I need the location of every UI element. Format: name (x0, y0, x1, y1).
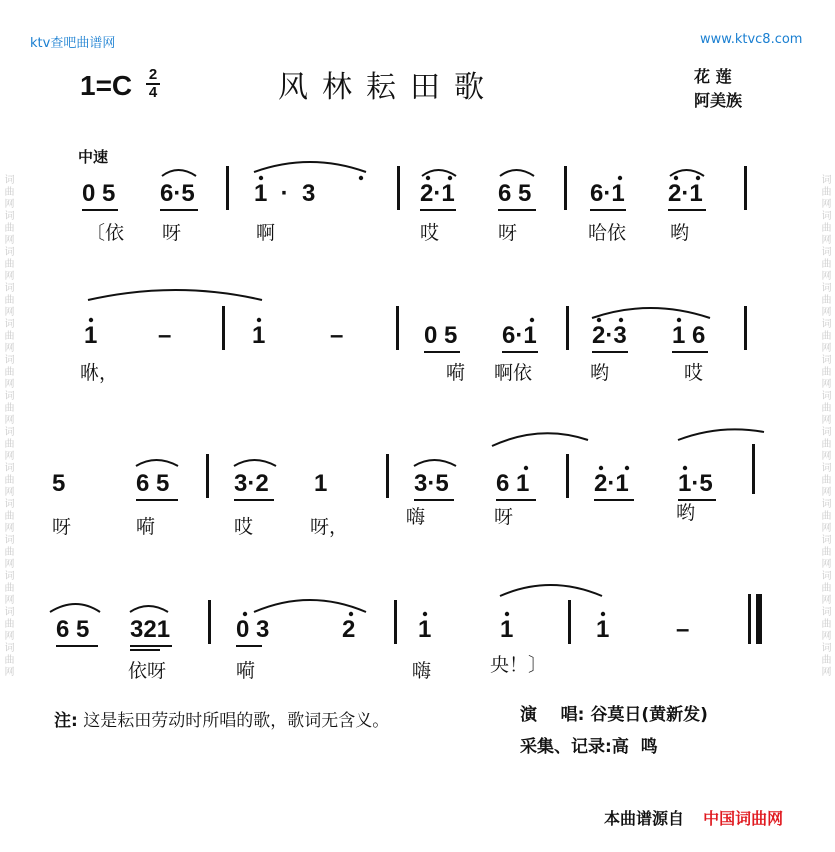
octave-dot (599, 466, 603, 470)
octave-dot (597, 318, 601, 322)
note-group: 2·1 (668, 180, 703, 207)
tempo-marking: 中速 (78, 148, 109, 166)
note-group: 1 · 3 (254, 180, 316, 207)
slur (670, 170, 704, 176)
lyric: 啊依 (494, 362, 533, 384)
octave-dot (359, 176, 363, 180)
lyric: 咻， (80, 362, 119, 384)
note-group: 6·5 (160, 180, 195, 207)
note-group: – (676, 616, 690, 643)
note-group: 2·3 (592, 322, 627, 349)
lyric: 哎 (684, 362, 704, 384)
lyric: 嗨 (406, 506, 426, 528)
key-signature: 1=C (80, 70, 133, 101)
lyric: 嗬 (136, 516, 156, 538)
lyric: 呀 (52, 516, 72, 538)
slur (678, 429, 764, 440)
lyric: 啊 (256, 222, 276, 244)
slur (130, 606, 168, 612)
octave-dot (524, 466, 528, 470)
note-group: 6 5 (136, 470, 170, 497)
octave-dot (349, 612, 353, 616)
octave-dot (505, 612, 509, 616)
song-title: 风林耘田歌 (278, 70, 498, 105)
singer-name: 谷莫日(黄新发) (590, 705, 708, 725)
lyric: 央！〕 (490, 654, 548, 676)
note-group: 2 (342, 616, 356, 643)
note-group: 6 5 (498, 180, 532, 207)
source-site-link[interactable]: 中国词曲网 (703, 809, 784, 828)
lyric: 哈依 (588, 222, 627, 244)
octave-dot (601, 612, 605, 616)
time-top: 2 (148, 66, 158, 83)
site-watermark-left: ktv查吧曲谱网 (30, 36, 116, 51)
note-group: 1 (596, 616, 610, 643)
octave-dot (674, 176, 678, 180)
note-group: 0 3 (236, 616, 270, 643)
lyric: 依呀 (128, 660, 167, 682)
note-group: 6 1 (496, 470, 530, 497)
lyric: 嗨 (412, 660, 432, 682)
lyric: 呀 (498, 222, 518, 244)
octave-dot (423, 612, 427, 616)
note-group: 5 (52, 470, 66, 497)
slur (162, 170, 196, 176)
slur (500, 170, 534, 176)
footnote (54, 706, 389, 731)
side-watermark-left: 词曲网词曲网词曲网词曲网词曲网词曲网词曲网词曲网词曲网词曲网词曲网词曲网词曲网词曲网 (2, 174, 13, 678)
slur (414, 460, 456, 466)
slur (254, 600, 366, 612)
lyric: 呀 (494, 506, 514, 528)
octave-dot (257, 318, 261, 322)
lyric: 嗬 (236, 660, 256, 682)
note-group: 6 5 (56, 616, 90, 643)
lyric: 哟 (590, 362, 610, 384)
slur (88, 290, 262, 300)
lyric: 〔依 (86, 222, 125, 244)
note-group: 1 (314, 470, 328, 497)
note-group: 1·5 (678, 470, 713, 497)
singer-label: 演 唱: (520, 705, 585, 725)
slur (234, 460, 276, 466)
octave-dot (683, 466, 687, 470)
time-bottom: 4 (148, 84, 158, 101)
note-group: 1 (418, 616, 432, 643)
slur (592, 308, 710, 318)
slur (254, 162, 366, 172)
octave-dot (89, 318, 93, 322)
octave-dot (625, 466, 629, 470)
note-group: 0 5 (82, 180, 116, 207)
source-line (604, 806, 783, 829)
lyric: 哟 (670, 222, 690, 244)
collector-label: 采集、记录: (520, 737, 612, 757)
note-group: – (330, 322, 344, 349)
octave-dot (243, 612, 247, 616)
slur (492, 433, 588, 446)
site-watermark-right: www.ktvc8.com (700, 32, 803, 47)
lyric: 呀 (162, 222, 182, 244)
slur (500, 585, 602, 596)
region: 花 莲 (694, 67, 732, 86)
collector-name: 高 鸣 (611, 737, 658, 757)
note-group: 1 (252, 322, 266, 349)
footnote-text: 这是耘田劳动时所唱的歌，歌词无含义。 (83, 711, 390, 731)
octave-dot (696, 176, 700, 180)
source-prefix: 本曲谱源自 (604, 809, 685, 828)
lyric: 哎 (420, 222, 440, 244)
octave-dot (677, 318, 681, 322)
note-group: 6·1 (590, 180, 625, 207)
note-group: 3·5 (414, 470, 449, 497)
note-group: 6·1 (502, 322, 537, 349)
singer-credit (520, 700, 708, 725)
note-group: 0 5 (424, 322, 458, 349)
note-group: 1 (84, 322, 98, 349)
octave-dot (259, 176, 263, 180)
note-group: 321 (130, 616, 171, 643)
note-group: 2·1 (420, 180, 455, 207)
octave-dot (426, 176, 430, 180)
octave-dot (530, 318, 534, 322)
note-group: 2·1 (594, 470, 629, 497)
octave-dot (448, 176, 452, 180)
slur (136, 460, 178, 466)
note-group: – (158, 322, 172, 349)
note-group: 1 6 (672, 322, 706, 349)
lyric: 哎 (234, 516, 254, 538)
footnote-label: 注: (54, 711, 78, 731)
note-group: 3·2 (234, 470, 269, 497)
slur (50, 604, 100, 612)
ethnicity: 阿美族 (694, 91, 743, 110)
note-group: 1 (500, 616, 514, 643)
lyric: 嗬 (446, 362, 466, 384)
octave-dot (619, 318, 623, 322)
slur (422, 170, 456, 176)
collector-credit (520, 732, 658, 757)
lyric: 呀， (310, 516, 349, 538)
octave-dot (618, 176, 622, 180)
side-watermark-right: 词曲网词曲网词曲网词曲网词曲网词曲网词曲网词曲网词曲网词曲网词曲网词曲网词曲网词曲网 (819, 174, 830, 678)
lyric: 哟 (676, 502, 696, 524)
